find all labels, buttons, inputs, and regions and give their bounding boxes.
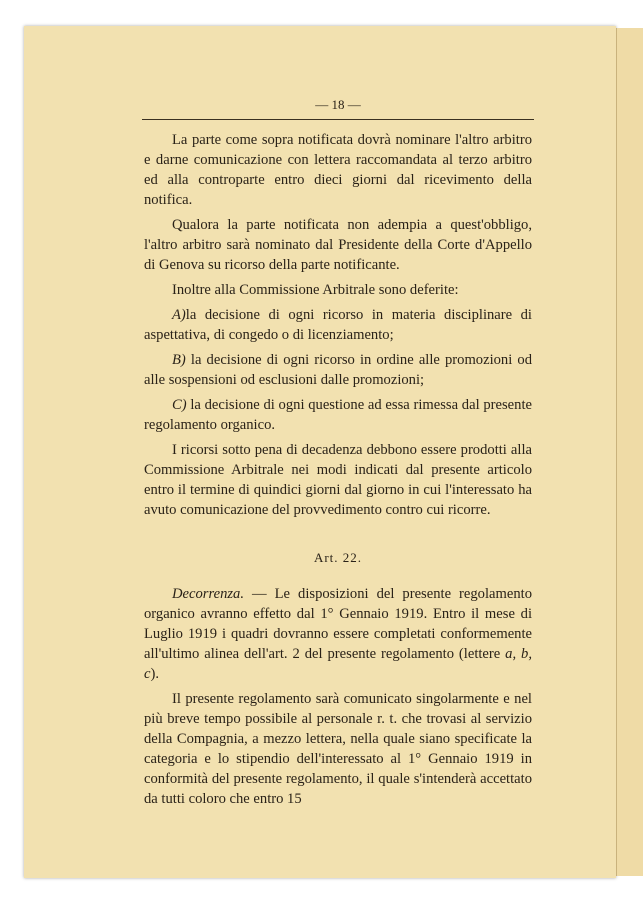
article-heading: Art. 22. [313, 550, 363, 565]
item-c [144, 395, 532, 435]
item-letter: B) [172, 352, 186, 368]
item-b [144, 350, 532, 390]
item-text: la decisione di ogni ricorso in materia disciplinare di aspettativa, di congedo o di licenziamento; [144, 307, 532, 343]
paragraph-notifica: La parte come sopra notificata dovrà nominare l'altro arbitro e darne comunicazione con lettera raccomandata al terzo arbitro ed alla controparte entro dieci giorni dal ricevimento della notifica. [144, 132, 532, 208]
item-letter: C) [172, 397, 187, 413]
paragraph-deferite: Inoltre alla Commissione Arbitrale sono deferite: [172, 282, 459, 298]
page-number: — 18 — [315, 97, 361, 112]
paragraph-comunicazione: Il presente regolamento sarà comunicato singolarmente e nel più breve tempo possibile al personale r. t. che trovasi al servizio della Compagnia, a mezzo lettera, nella quale siano specificate la categoria e lo stipendio dell'interessato al 1° Gennaio 1919 in conformità del presente regolamento, il quale s'intenderà accettato da tutti coloro che entro 15 [144, 691, 532, 807]
page-text [144, 95, 532, 809]
decorrenza-letters: a, b, c [144, 646, 532, 682]
item-letter: A) [172, 307, 186, 323]
decorrenza-label: Decorrenza. [172, 586, 245, 602]
item-a [144, 305, 532, 345]
paragraph-ricorsi: I ricorsi sotto pena di decadenza debbono essere prodotti alla Commissione Arbitrale nei modi indicati dal presente articolo entro il termine di quindici giorni dal giorno in cui l'interessato ha avuto comunicazione del provvedimento contro cui ricorre. [144, 442, 532, 518]
item-text: la decisione di ogni ricorso in ordine alle promozioni od alle sospensioni od esclusioni dalle promozioni; [144, 352, 532, 388]
header-rule [142, 119, 534, 120]
decorrenza-close: ). [150, 666, 159, 682]
paragraph-decorrenza [144, 584, 532, 684]
decorrenza-text: — Le disposizioni del presente regolamento organico avranno effetto dal 1° Gennaio 1919. Entro il mese di Luglio 1919 i quadri dovranno essere completati conformemente all'ultimo alinea dell'art. 2 del presente regolamento (lettere [144, 586, 532, 662]
paragraph-obbligo: Qualora la parte notificata non adempia a quest'obbligo, l'altro arbitro sarà nominato dal Presidente della Corte d'Appello di Genova su ricorso della parte notificante. [144, 217, 532, 273]
item-text: la decisione di ogni questione ad essa rimessa dal presente regolamento organico. [144, 397, 532, 433]
next-page-edge [616, 28, 643, 876]
